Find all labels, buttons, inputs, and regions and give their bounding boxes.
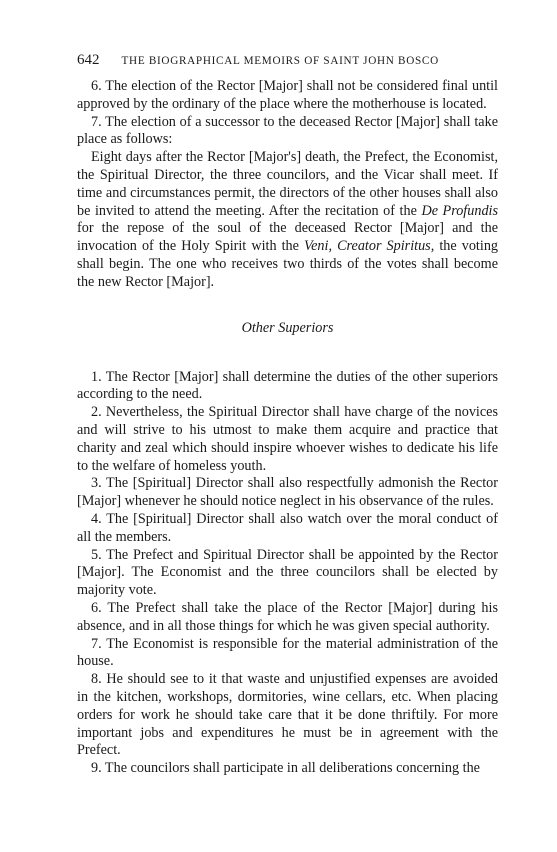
election-text-part-2: for the repose of the soul of the deceased Rector [Major] and the invocation of the Holy Spirit with the (77, 220, 498, 255)
paragraph-superiors-7: 7. The Economist is responsible for the material administration of the house. (77, 635, 498, 670)
paragraph-superiors-5: 5. The Prefect and Spiritual Director shall be appointed by the Rector [Major]. The Economist and the three councilors shall be elected by majority vote. (77, 546, 498, 599)
veni-creator-title: Veni, Creator Spiritus, (304, 238, 435, 255)
de-profundis-title: De Profundis (421, 202, 498, 219)
paragraph-superiors-9: 9. The councilors shall participate in all deliberations concerning the (91, 760, 480, 777)
paragraph-rule-6: 6. The election of the Rector [Major] shall not be considered final until approved by the ordinary of the place where the motherhouse is located. (77, 78, 498, 112)
page-header (77, 52, 498, 78)
election-text-part-1: Eight days after the Rector [Major's] death, the Prefect, the Economist, the Spiritual Director, the three councilors, and the Vicar shall meet. If time and circumstances permit, the directors of the other houses shall also be invited to attend the meeting. After the recitation of the (77, 149, 498, 219)
paragraph-superiors-3: 3. The [Spiritual] Director shall also respectfully admonish the Rector [Major] whenever he should notice neglect in his observance of the rules. (77, 475, 498, 510)
page-number: 642 (77, 52, 100, 68)
paragraph-rule-7: 7. The election of a successor to the deceased Rector [Major] shall take place as follows: (77, 113, 498, 148)
book-page (77, 52, 498, 778)
running-title: THE BIOGRAPHICAL MEMOIRS OF SAINT JOHN BOSCO (121, 55, 439, 67)
paragraph-superiors-4: 4. The [Spiritual] Director shall also watch over the moral conduct of all the members. (77, 510, 498, 545)
election-text-part-3: the voting shall begin. The one who receives two thirds of the votes shall become the new Rector [Major]. (77, 238, 499, 290)
paragraph-superiors-8: 8. He should see to it that waste and unjustified expenses are avoided in the kitchen, workshops, dormitories, wine cellars, etc. When placing orders for work he should take care that it be done thriftily. For more important jobs and expenditures he must be in agreement with the Prefect. (77, 671, 498, 759)
section-heading: Other Superiors (241, 319, 334, 336)
paragraph-superiors-1: 1. The Rector [Major] shall determine the duties of the other superiors according to the need. (77, 368, 498, 403)
paragraph-superiors-2: 2. Nevertheless, the Spiritual Director shall have charge of the novices and will strive to his utmost to make them acquire and practice that charity and zeal which should inspire whoever wishes to dedicate his life to the welfare of homeless youth. (77, 404, 498, 474)
paragraph-superiors-6: 6. The Prefect shall take the place of the Rector [Major] during his absence, and in all those things for which he was given special authority. (77, 599, 498, 634)
paragraph-election-procedure (77, 149, 498, 291)
